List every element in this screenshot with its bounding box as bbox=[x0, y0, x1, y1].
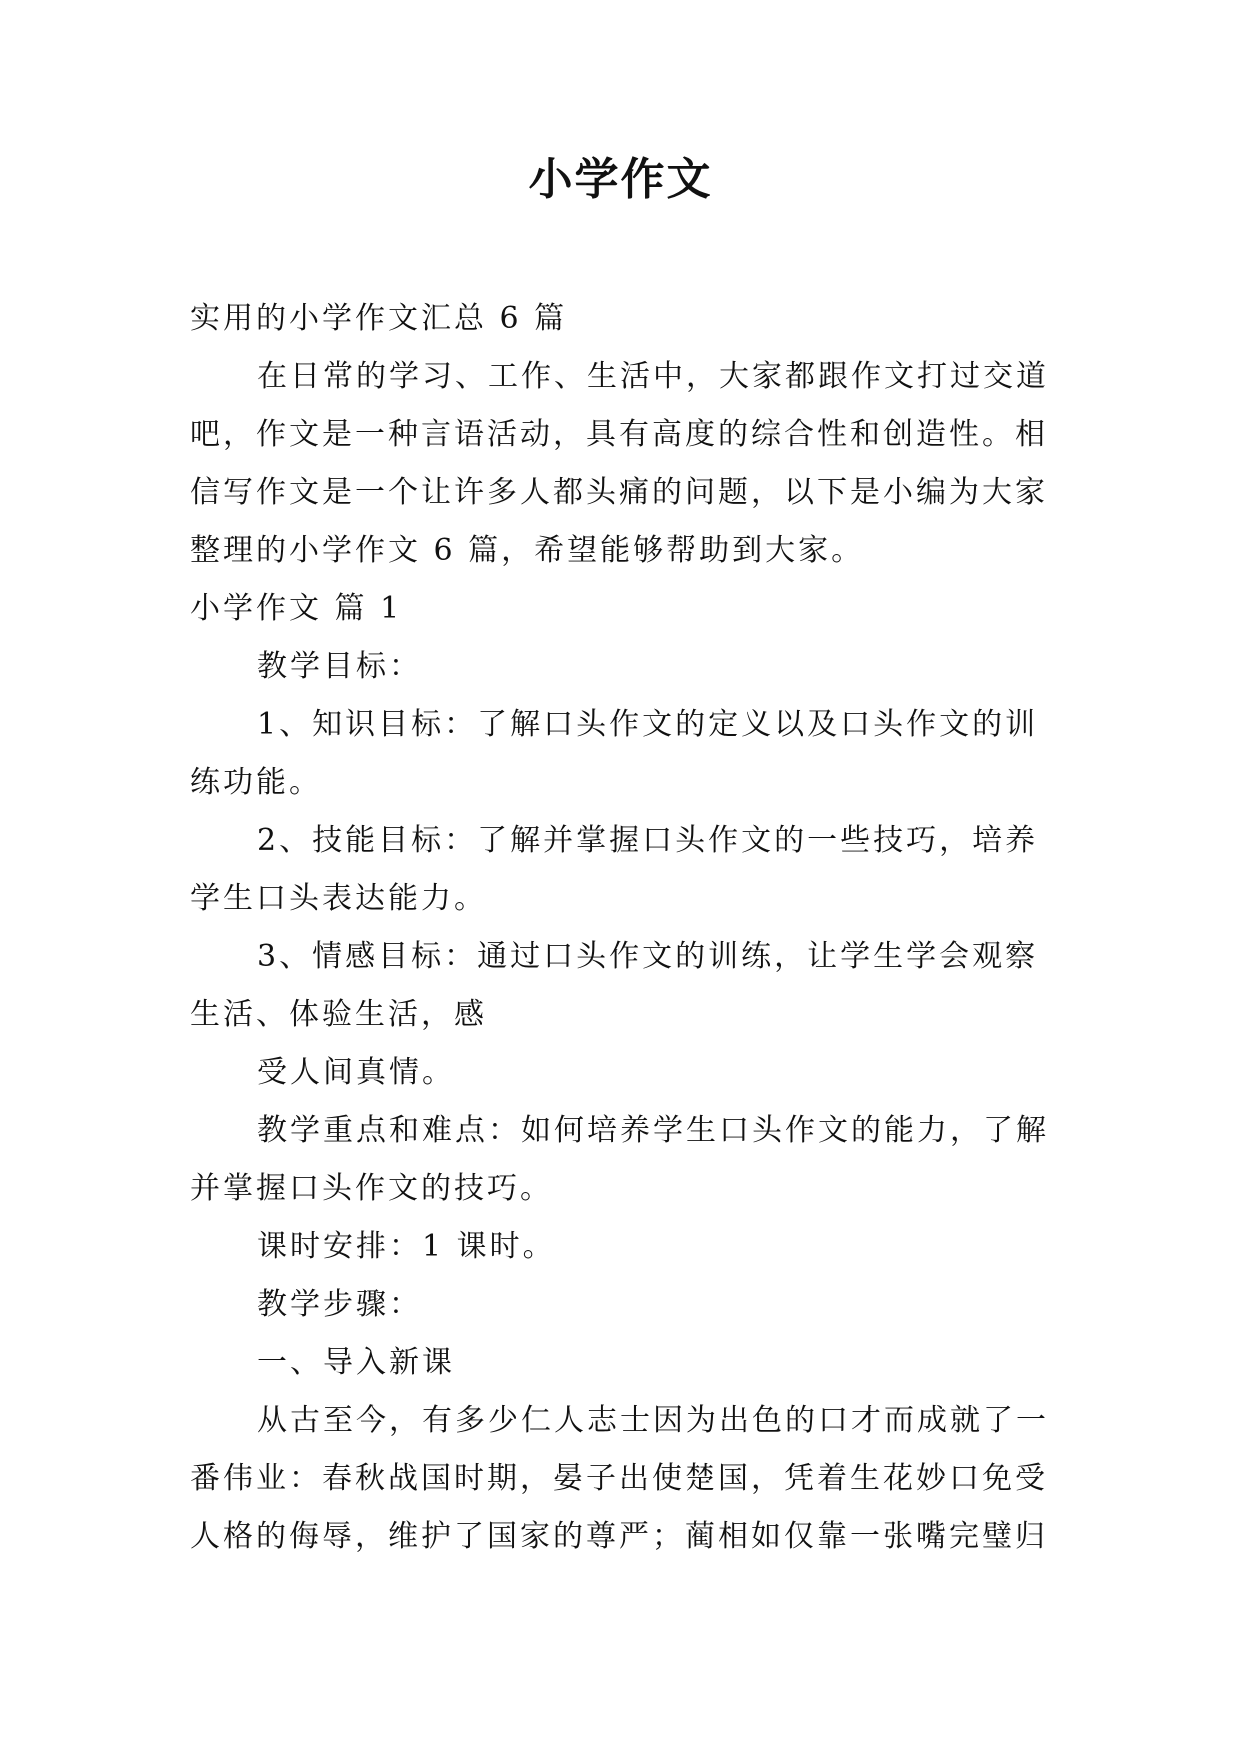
text-line: 一、导入新课 bbox=[257, 1345, 455, 1380]
section-heading: 小学作文 篇 1 bbox=[190, 591, 403, 626]
text-line: 生活、体验生活，感 bbox=[190, 997, 487, 1032]
text-line: 人格的侮辱，维护了国家的尊严；蔺相如仅靠一张嘴完璧归 bbox=[190, 1519, 1048, 1554]
text-line: 学生口头表达能力。 bbox=[190, 881, 487, 916]
text-line: 3、情感目标：通过口头作文的训练，让学生学会观察 bbox=[257, 939, 1039, 974]
text-line: 教学目标： bbox=[257, 649, 422, 684]
text-line: 1、知识目标：了解口头作文的定义以及口头作文的训 bbox=[257, 707, 1039, 742]
document-body bbox=[190, 290, 1055, 1566]
text-line: 信写作文是一个让许多人都头痛的问题，以下是小编为大家 bbox=[190, 475, 1048, 510]
text-line: 在日常的学习、工作、生活中，大家都跟作文打过交道 bbox=[257, 359, 1049, 394]
text-line: 实用的小学作文汇总 6 篇 bbox=[190, 301, 568, 336]
text-line: 课时安排：1 课时。 bbox=[257, 1229, 556, 1264]
text-line: 吧，作文是一种言语活动，具有高度的综合性和创造性。相 bbox=[190, 417, 1048, 452]
text-line: 并掌握口头作文的技巧。 bbox=[190, 1171, 553, 1206]
text-line: 番伟业：春秋战国时期，晏子出使楚国，凭着生花妙口免受 bbox=[190, 1461, 1048, 1496]
document-title: 小学作文 bbox=[528, 154, 713, 205]
text-line: 练功能。 bbox=[190, 765, 322, 800]
text-line: 教学步骤： bbox=[257, 1287, 422, 1322]
text-line: 从古至今，有多少仁人志士因为出色的口才而成就了一 bbox=[257, 1403, 1049, 1438]
text-line: 2、技能目标：了解并掌握口头作文的一些技巧，培养 bbox=[257, 823, 1039, 858]
text-line: 教学重点和难点：如何培养学生口头作文的能力，了解 bbox=[257, 1113, 1049, 1148]
text-line: 整理的小学作文 6 篇，希望能够帮助到大家。 bbox=[190, 533, 865, 568]
text-line: 受人间真情。 bbox=[257, 1055, 455, 1090]
